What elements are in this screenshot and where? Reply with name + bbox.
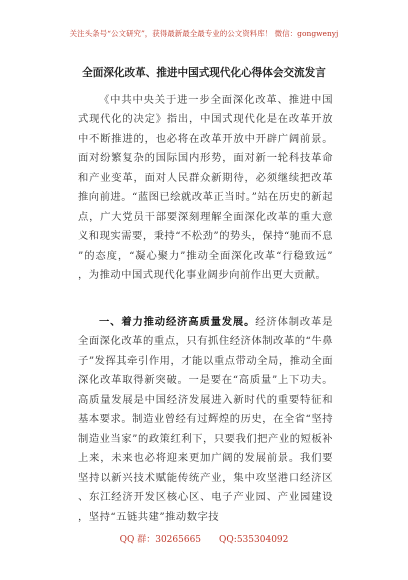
document-title: 全面深化改革、推进中国式现代化心得体会交流发言 bbox=[82, 67, 326, 79]
promo-banner: 关注头条号“公文研究”，获得最新最全最专业的公文资料库！ 微信：gongwenyj bbox=[69, 29, 339, 38]
paragraph-intro bbox=[78, 91, 333, 286]
paragraph-section-1 bbox=[78, 313, 333, 527]
section-heading: 一、着力推动经济高质量发展。 bbox=[99, 316, 256, 328]
paragraph-text: 《中共中央关于进一步全面深化改革、推进中国式现代化的决定》指出，中国式现代化是在改革开放中不断推进的，也必将在改革开放中开辟广阔前景。面对纷繁复杂的国际国内形势，面对新一轮科技革命和产业变革，面对人民群众新期待，必须继续把改革推向前进。“蓝图已绘就改革正当时。”站在历史的新起点，广大党员干部要深刻理解全面深化改革的重大意义和现实需要，秉持“不松劲”的势头，保持“驰而不息”的态度，“凝心聚力”推动全面深化改革“行稳致远”，为推动中国式现代化事业阔步向前作出更大贡献。 bbox=[78, 94, 333, 282]
footer-qq-group: QQ 群：30265665 bbox=[119, 535, 202, 545]
footer-qq: QQ:535304092 bbox=[219, 535, 289, 545]
paragraph-text: 经济体制改革是全面深化改革的重点，只有抓住经济体制改革的“牛鼻子”发挥其牵引作用，才能以重点带动全局，推动全面深化改革取得新突破。一是要在“高质量”上下功夫。高质量发展是中国经济发展进入新时代的重要特征和基本要求。制造业曾经有过辉煌的历史，在全省“坚持制造业当家”的政策红利下，只要我们把产业的短板补上来，未来也必将迎来更加广阔的发展前景。我们要坚持以新兴技术赋能传统产业，集中攻坚港口经济区、东江经济开发区核心区、电子产业园、产业园建设，坚持“五链共建”推动数字技 bbox=[78, 316, 334, 523]
page-footer bbox=[0, 534, 408, 546]
